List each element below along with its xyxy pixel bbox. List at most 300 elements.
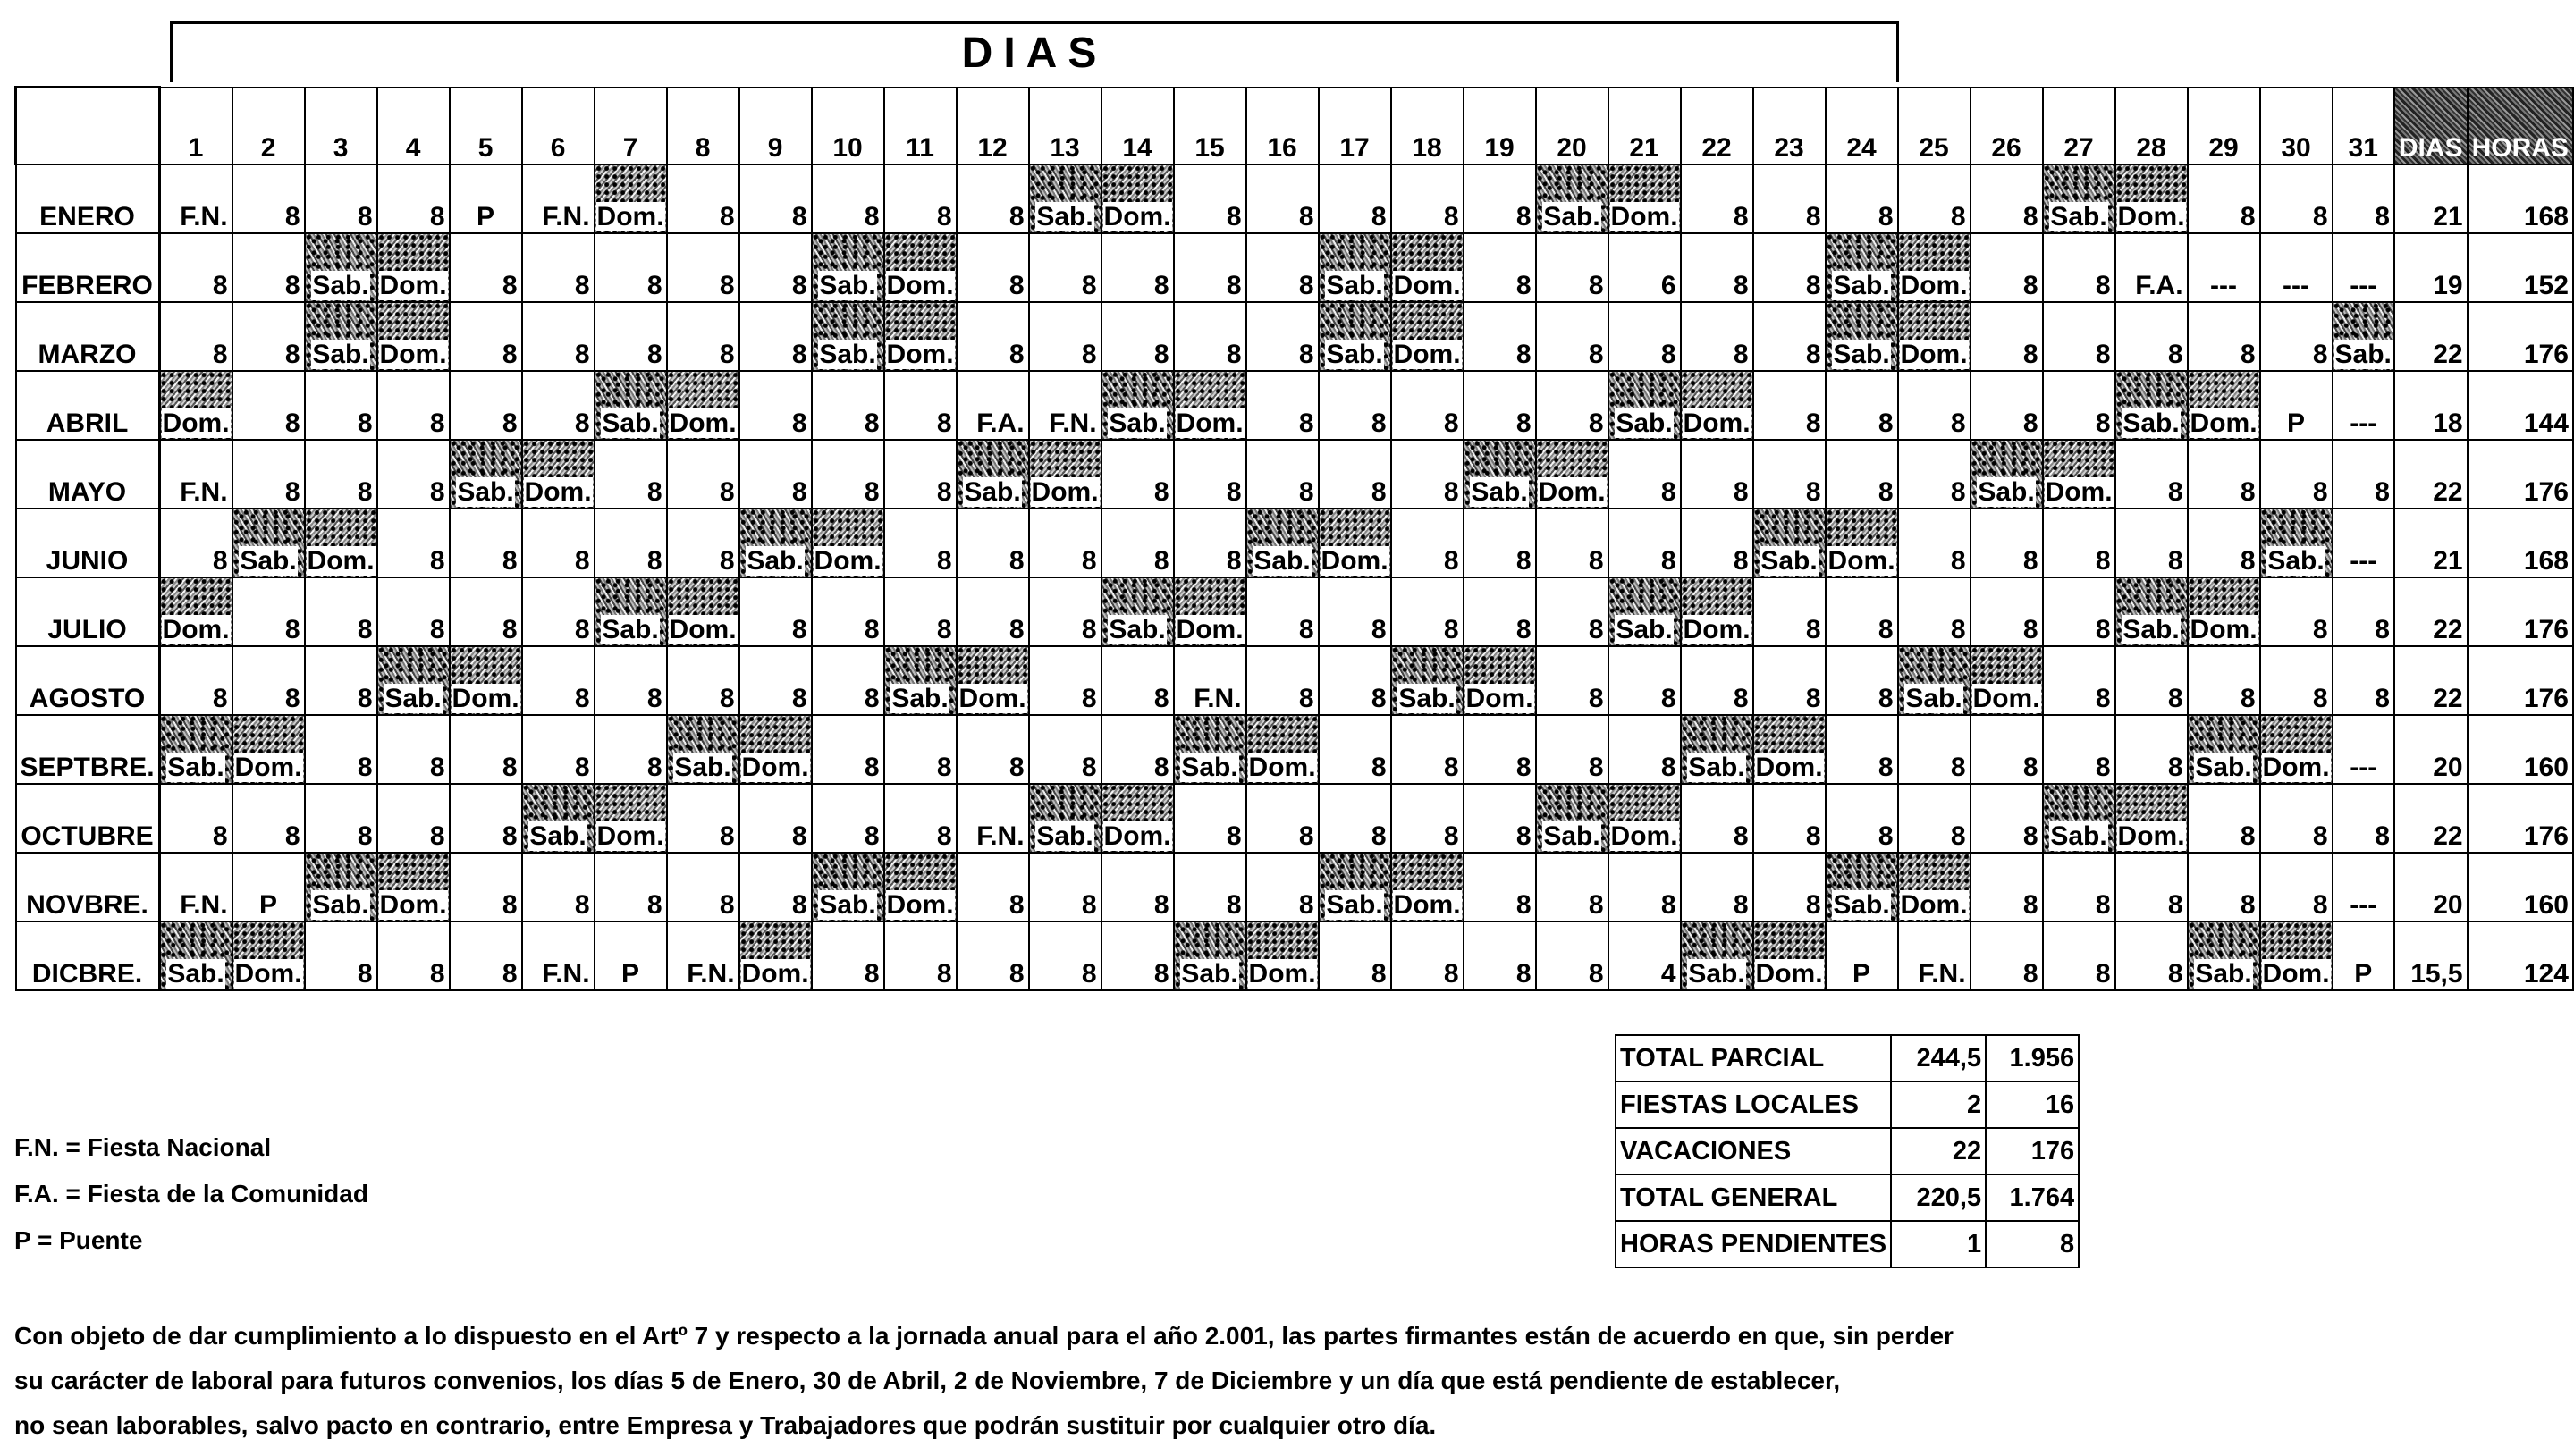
weekend-label: Sab. bbox=[1833, 339, 1890, 369]
saturday-cell bbox=[1826, 233, 1898, 302]
weekend-label: Dom. bbox=[379, 270, 447, 300]
sunday-cell bbox=[595, 784, 667, 853]
day-cell: 8 bbox=[1681, 302, 1753, 371]
weekend-label: Dom. bbox=[379, 339, 447, 369]
day-cell: 8 bbox=[739, 577, 812, 646]
saturday-cell bbox=[305, 853, 377, 922]
summary-horas: 176 bbox=[1986, 1128, 2079, 1174]
weekend-label: Sab. bbox=[1616, 614, 1673, 644]
sunday-cell bbox=[377, 233, 450, 302]
day-cell: 8 bbox=[1971, 715, 2043, 784]
day-cell: 8 bbox=[1319, 715, 1391, 784]
day-cell: 8 bbox=[1174, 233, 1246, 302]
day-cell: 8 bbox=[2260, 853, 2333, 922]
weekend-label: Dom. bbox=[1755, 752, 1823, 782]
day-cell: 8 bbox=[2115, 302, 2188, 371]
day-cell: 8 bbox=[739, 233, 812, 302]
day-cell: F.N. bbox=[667, 922, 739, 990]
day-cell: 8 bbox=[1464, 164, 1536, 233]
day-cell: 8 bbox=[1536, 577, 1608, 646]
weekend-label: Dom. bbox=[1900, 270, 1968, 300]
day-cell: 8 bbox=[1898, 715, 1971, 784]
day-cell: 8 bbox=[1101, 509, 1174, 577]
weekend-label: Dom. bbox=[452, 683, 519, 713]
day-cell: 8 bbox=[1681, 853, 1753, 922]
sunday-cell bbox=[1608, 784, 1681, 853]
weekend-label: Sab. bbox=[1760, 545, 1818, 576]
day-cell: 8 bbox=[1536, 853, 1608, 922]
weekend-label: Sab. bbox=[1109, 408, 1166, 438]
weekend-label: Sab. bbox=[1688, 958, 1745, 989]
day-cell: 8 bbox=[1681, 784, 1753, 853]
day-cell: 8 bbox=[305, 440, 377, 509]
day-cell: 8 bbox=[305, 715, 377, 784]
day-cell: 8 bbox=[159, 784, 232, 853]
day-cell: 8 bbox=[1536, 371, 1608, 440]
weekend-label: Sab. bbox=[1326, 889, 1383, 920]
day-header: 18 bbox=[1391, 88, 1464, 164]
day-cell: 8 bbox=[2043, 853, 2115, 922]
weekend-label: Sab. bbox=[2195, 752, 2252, 782]
day-cell: F.A. bbox=[957, 371, 1029, 440]
month-horas-total: 160 bbox=[2468, 853, 2573, 922]
day-header: 6 bbox=[522, 88, 595, 164]
sunday-cell bbox=[377, 302, 450, 371]
day-cell: 8 bbox=[1971, 302, 2043, 371]
day-cell: 8 bbox=[1391, 509, 1464, 577]
day-cell: 8 bbox=[522, 302, 595, 371]
weekend-label: Sab. bbox=[1036, 821, 1093, 851]
day-cell: 8 bbox=[2333, 440, 2394, 509]
day-cell: 8 bbox=[450, 922, 522, 990]
day-cell: 8 bbox=[1101, 646, 1174, 715]
summary-label: TOTAL PARCIAL bbox=[1616, 1035, 1891, 1081]
sunday-cell bbox=[884, 233, 957, 302]
day-cell: 8 bbox=[1753, 646, 1826, 715]
day-cell: 8 bbox=[159, 509, 232, 577]
month-name: JULIO bbox=[16, 577, 160, 646]
saturday-cell bbox=[1174, 922, 1246, 990]
day-cell: 8 bbox=[812, 922, 884, 990]
weekend-label: Sab. bbox=[2267, 545, 2325, 576]
sunday-cell bbox=[1391, 853, 1464, 922]
saturday-cell bbox=[1971, 440, 2043, 509]
day-cell: 8 bbox=[1608, 853, 1681, 922]
month-dias-total: 22 bbox=[2394, 577, 2468, 646]
day-cell: 8 bbox=[1681, 233, 1753, 302]
day-cell: F.N. bbox=[159, 164, 232, 233]
day-cell: 8 bbox=[1319, 922, 1391, 990]
sunday-cell bbox=[2260, 715, 2333, 784]
day-cell: 8 bbox=[159, 302, 232, 371]
legend-fn: F.N. = Fiesta Nacional bbox=[14, 1133, 272, 1161]
day-header: 20 bbox=[1536, 88, 1608, 164]
day-cell: 8 bbox=[1681, 164, 1753, 233]
sunday-cell bbox=[2115, 164, 2188, 233]
day-header: 10 bbox=[812, 88, 884, 164]
day-cell: 8 bbox=[1536, 509, 1608, 577]
day-cell: P bbox=[2260, 371, 2333, 440]
saturday-cell bbox=[884, 646, 957, 715]
saturday-cell bbox=[595, 371, 667, 440]
day-cell: --- bbox=[2333, 233, 2394, 302]
weekend-label: Dom. bbox=[2262, 958, 2330, 989]
day-cell: 8 bbox=[1101, 922, 1174, 990]
month-dias-total: 22 bbox=[2394, 784, 2468, 853]
month-name: SEPTBRE. bbox=[16, 715, 160, 784]
sunday-cell bbox=[1464, 646, 1536, 715]
day-cell: 8 bbox=[1536, 646, 1608, 715]
day-cell: 8 bbox=[667, 853, 739, 922]
day-header: 30 bbox=[2260, 88, 2333, 164]
day-cell: 8 bbox=[1826, 164, 1898, 233]
sunday-cell bbox=[1681, 577, 1753, 646]
weekend-label: Sab. bbox=[819, 270, 876, 300]
day-cell: 8 bbox=[450, 509, 522, 577]
sunday-cell bbox=[1101, 784, 1174, 853]
day-cell: 8 bbox=[450, 233, 522, 302]
day-cell: 8 bbox=[1391, 164, 1464, 233]
day-cell: 8 bbox=[812, 164, 884, 233]
sunday-cell bbox=[1898, 233, 1971, 302]
month-row bbox=[16, 646, 2573, 715]
day-cell: 8 bbox=[232, 646, 305, 715]
day-cell: 8 bbox=[450, 577, 522, 646]
day-cell: 8 bbox=[2188, 784, 2260, 853]
sunday-cell bbox=[305, 509, 377, 577]
month-dias-total: 15,5 bbox=[2394, 922, 2468, 990]
day-cell: 8 bbox=[1971, 853, 2043, 922]
day-header: 29 bbox=[2188, 88, 2260, 164]
day-cell: 8 bbox=[377, 509, 450, 577]
day-cell: 8 bbox=[595, 302, 667, 371]
month-horas-total: 176 bbox=[2468, 784, 2573, 853]
day-cell: 8 bbox=[957, 577, 1029, 646]
day-cell: P bbox=[450, 164, 522, 233]
day-cell: 8 bbox=[522, 509, 595, 577]
sunday-cell bbox=[1681, 371, 1753, 440]
day-cell: 8 bbox=[1971, 509, 2043, 577]
summary-row bbox=[1616, 1081, 2079, 1128]
day-cell: 8 bbox=[1753, 302, 1826, 371]
day-cell: 8 bbox=[1101, 440, 1174, 509]
day-header: 16 bbox=[1246, 88, 1319, 164]
day-cell: 8 bbox=[1464, 922, 1536, 990]
day-cell: 8 bbox=[595, 440, 667, 509]
day-cell: 8 bbox=[884, 509, 957, 577]
day-header: 23 bbox=[1753, 88, 1826, 164]
month-dias-total: 21 bbox=[2394, 164, 2468, 233]
day-cell: F.N. bbox=[1029, 371, 1101, 440]
day-cell: 8 bbox=[2043, 233, 2115, 302]
month-name: MARZO bbox=[16, 302, 160, 371]
saturday-cell bbox=[1681, 922, 1753, 990]
day-header: 17 bbox=[1319, 88, 1391, 164]
saturday-cell bbox=[2333, 302, 2394, 371]
sunday-cell bbox=[522, 440, 595, 509]
day-cell: 8 bbox=[232, 784, 305, 853]
weekend-label: Sab. bbox=[2122, 408, 2180, 438]
weekend-label: Dom. bbox=[741, 958, 809, 989]
saturday-cell bbox=[1246, 509, 1319, 577]
day-header: 27 bbox=[2043, 88, 2115, 164]
day-cell: --- bbox=[2188, 233, 2260, 302]
day-cell: 8 bbox=[1608, 646, 1681, 715]
day-cell: 8 bbox=[2115, 646, 2188, 715]
sunday-cell bbox=[2115, 784, 2188, 853]
weekend-label: Sab. bbox=[1543, 201, 1600, 231]
day-cell: 8 bbox=[232, 233, 305, 302]
day-cell: 8 bbox=[450, 371, 522, 440]
weekend-label: Sab. bbox=[457, 476, 514, 507]
legend bbox=[14, 1124, 368, 1264]
day-cell: 8 bbox=[884, 922, 957, 990]
day-cell: 8 bbox=[595, 233, 667, 302]
weekend-label: Dom. bbox=[814, 545, 882, 576]
day-cell: 8 bbox=[1536, 922, 1608, 990]
weekend-label: Dom. bbox=[379, 889, 447, 920]
weekend-label: Dom. bbox=[234, 958, 302, 989]
day-header: 3 bbox=[305, 88, 377, 164]
day-cell: 8 bbox=[2115, 922, 2188, 990]
day-cell: 8 bbox=[1608, 302, 1681, 371]
saturday-cell bbox=[1753, 509, 1826, 577]
day-header: 14 bbox=[1101, 88, 1174, 164]
day-cell: 8 bbox=[1826, 784, 1898, 853]
day-cell: 8 bbox=[377, 715, 450, 784]
month-horas-total: 176 bbox=[2468, 646, 2573, 715]
weekend-label: Sab. bbox=[1109, 614, 1166, 644]
day-cell: 8 bbox=[377, 440, 450, 509]
day-cell: 8 bbox=[2043, 371, 2115, 440]
weekend-label: Dom. bbox=[1683, 614, 1751, 644]
day-cell: 8 bbox=[884, 440, 957, 509]
day-cell: 8 bbox=[232, 302, 305, 371]
weekend-label: Sab. bbox=[312, 270, 369, 300]
day-cell: F.N. bbox=[159, 853, 232, 922]
sunday-cell bbox=[159, 577, 232, 646]
day-cell: 8 bbox=[1826, 577, 1898, 646]
weekend-label: Sab. bbox=[602, 408, 659, 438]
sunday-cell bbox=[2260, 922, 2333, 990]
month-name: DICBRE. bbox=[16, 922, 160, 990]
weekend-label: Dom. bbox=[162, 408, 230, 438]
month-dias-total: 20 bbox=[2394, 853, 2468, 922]
day-cell: 8 bbox=[884, 371, 957, 440]
day-cell: 8 bbox=[1029, 302, 1101, 371]
day-cell: 8 bbox=[1898, 164, 1971, 233]
weekend-label: Dom. bbox=[1972, 683, 2040, 713]
saturday-cell bbox=[667, 715, 739, 784]
day-header: 9 bbox=[739, 88, 812, 164]
sunday-cell bbox=[1971, 646, 2043, 715]
weekend-label: Dom. bbox=[886, 270, 954, 300]
day-header: 28 bbox=[2115, 88, 2188, 164]
saturday-cell bbox=[1029, 784, 1101, 853]
day-cell: 8 bbox=[667, 440, 739, 509]
horas-header: HORAS bbox=[2468, 88, 2573, 164]
day-cell: 8 bbox=[1753, 164, 1826, 233]
day-cell: 8 bbox=[1753, 233, 1826, 302]
weekend-label: Sab. bbox=[2195, 958, 2252, 989]
month-row bbox=[16, 302, 2573, 371]
day-cell: 8 bbox=[2188, 509, 2260, 577]
day-cell: 8 bbox=[1246, 440, 1319, 509]
day-cell: 8 bbox=[2260, 440, 2333, 509]
month-horas-total: 124 bbox=[2468, 922, 2573, 990]
weekend-label: Dom. bbox=[1610, 201, 1678, 231]
day-cell: 8 bbox=[1101, 853, 1174, 922]
weekend-label: Dom. bbox=[2117, 201, 2185, 231]
day-cell: 8 bbox=[957, 509, 1029, 577]
day-cell: 8 bbox=[305, 784, 377, 853]
day-cell: 8 bbox=[1029, 646, 1101, 715]
weekend-label: Dom. bbox=[234, 752, 302, 782]
day-cell: 8 bbox=[1971, 371, 2043, 440]
day-cell: 8 bbox=[1391, 784, 1464, 853]
day-cell: 8 bbox=[1319, 784, 1391, 853]
day-cell: 8 bbox=[1029, 233, 1101, 302]
day-cell: 8 bbox=[159, 646, 232, 715]
sunday-cell bbox=[1898, 853, 1971, 922]
day-cell: 8 bbox=[1681, 646, 1753, 715]
day-cell: 8 bbox=[1608, 440, 1681, 509]
weekend-label: Dom. bbox=[1103, 821, 1171, 851]
weekend-label: Dom. bbox=[162, 614, 230, 644]
weekend-label: Sab. bbox=[819, 889, 876, 920]
day-cell: 8 bbox=[1174, 302, 1246, 371]
day-cell: 8 bbox=[957, 164, 1029, 233]
weekend-label: Dom. bbox=[2045, 476, 2113, 507]
sunday-cell bbox=[159, 371, 232, 440]
day-cell: 8 bbox=[1826, 371, 1898, 440]
sunday-cell bbox=[739, 715, 812, 784]
day-cell: 8 bbox=[1464, 577, 1536, 646]
day-cell: F.A. bbox=[2115, 233, 2188, 302]
saturday-cell bbox=[2115, 371, 2188, 440]
saturday-cell bbox=[1101, 577, 1174, 646]
weekend-label: Dom. bbox=[741, 752, 809, 782]
note-line: no sean laborables, salvo pacto en contrario, entre Empresa y Trabajadores que podrán sustituir por cualquier otro día. bbox=[14, 1411, 1437, 1439]
month-row bbox=[16, 577, 2573, 646]
day-cell: 8 bbox=[739, 371, 812, 440]
day-cell: 8 bbox=[812, 715, 884, 784]
sunday-cell bbox=[667, 371, 739, 440]
saturday-cell bbox=[1101, 371, 1174, 440]
day-cell: 8 bbox=[1753, 853, 1826, 922]
month-name: AGOSTO bbox=[16, 646, 160, 715]
day-cell: 8 bbox=[232, 164, 305, 233]
saturday-cell bbox=[1898, 646, 1971, 715]
weekend-label: Dom. bbox=[1827, 545, 1895, 576]
saturday-cell bbox=[159, 715, 232, 784]
month-horas-total: 176 bbox=[2468, 302, 2573, 371]
day-cell: 8 bbox=[377, 784, 450, 853]
sunday-cell bbox=[595, 164, 667, 233]
day-cell: 8 bbox=[522, 853, 595, 922]
day-cell: 8 bbox=[450, 302, 522, 371]
saturday-cell bbox=[812, 302, 884, 371]
month-name: ENERO bbox=[16, 164, 160, 233]
day-cell: --- bbox=[2333, 853, 2394, 922]
day-cell: 8 bbox=[2333, 646, 2394, 715]
summary-table bbox=[1615, 1034, 2080, 1268]
day-cell: 8 bbox=[2188, 440, 2260, 509]
month-row bbox=[16, 715, 2573, 784]
day-cell: 8 bbox=[377, 577, 450, 646]
month-row bbox=[16, 440, 2573, 509]
sunday-cell bbox=[1753, 922, 1826, 990]
day-cell: 8 bbox=[957, 302, 1029, 371]
summary-dias: 220,5 bbox=[1891, 1174, 1986, 1221]
day-cell: 8 bbox=[1246, 853, 1319, 922]
sunday-cell bbox=[1608, 164, 1681, 233]
day-cell: 8 bbox=[1246, 302, 1319, 371]
weekend-label: Sab. bbox=[1181, 958, 1238, 989]
note-line: su carácter de laboral para futuros convenios, los días 5 de Enero, 30 de Abril, 2 de Noviembre, 7 de Diciembre y un día que está pendiente de establecer, bbox=[14, 1367, 1841, 1394]
day-cell: 8 bbox=[739, 784, 812, 853]
day-cell: 8 bbox=[1029, 853, 1101, 922]
saturday-cell bbox=[812, 853, 884, 922]
weekend-label: Dom. bbox=[1393, 270, 1461, 300]
day-cell: 8 bbox=[2260, 164, 2333, 233]
day-cell: 8 bbox=[1174, 509, 1246, 577]
weekend-label: Sab. bbox=[602, 614, 659, 644]
sunday-cell bbox=[1174, 371, 1246, 440]
day-cell: 8 bbox=[1898, 440, 1971, 509]
month-dias-total: 19 bbox=[2394, 233, 2468, 302]
saturday-cell bbox=[2188, 922, 2260, 990]
legend-fa: F.A. = Fiesta de la Comunidad bbox=[14, 1180, 368, 1208]
day-cell: 8 bbox=[305, 164, 377, 233]
sunday-cell bbox=[1536, 440, 1608, 509]
weekend-label: Sab. bbox=[1688, 752, 1745, 782]
day-cell: 8 bbox=[450, 784, 522, 853]
weekend-label: Sab. bbox=[819, 339, 876, 369]
summary-horas: 1.956 bbox=[1986, 1035, 2079, 1081]
sunday-cell bbox=[739, 922, 812, 990]
summary-label: HORAS PENDIENTES bbox=[1616, 1221, 1891, 1267]
sunday-cell bbox=[1246, 922, 1319, 990]
month-dias-total: 22 bbox=[2394, 302, 2468, 371]
saturday-cell bbox=[2188, 715, 2260, 784]
day-cell: 8 bbox=[2043, 922, 2115, 990]
day-cell: 8 bbox=[1029, 509, 1101, 577]
month-horas-total: 176 bbox=[2468, 440, 2573, 509]
day-cell: 8 bbox=[2260, 784, 2333, 853]
day-cell: P bbox=[232, 853, 305, 922]
day-cell: 8 bbox=[450, 715, 522, 784]
day-cell: 8 bbox=[1464, 715, 1536, 784]
saturday-cell bbox=[1319, 853, 1391, 922]
day-cell: 8 bbox=[1971, 577, 2043, 646]
weekend-label: Sab. bbox=[167, 958, 224, 989]
month-dias-total: 21 bbox=[2394, 509, 2468, 577]
month-horas-total: 176 bbox=[2468, 577, 2573, 646]
summary-label: TOTAL GENERAL bbox=[1616, 1174, 1891, 1221]
month-horas-total: 168 bbox=[2468, 509, 2573, 577]
day-header: 15 bbox=[1174, 88, 1246, 164]
weekend-label: Sab. bbox=[167, 752, 224, 782]
dias-title: DIAS bbox=[961, 29, 1108, 77]
day-cell: 6 bbox=[1608, 233, 1681, 302]
sunday-cell bbox=[1391, 302, 1464, 371]
weekend-label: Sab. bbox=[1253, 545, 1311, 576]
weekend-label: Dom. bbox=[1900, 339, 1968, 369]
day-cell: 8 bbox=[667, 302, 739, 371]
day-header: 26 bbox=[1971, 88, 2043, 164]
day-cell: --- bbox=[2333, 371, 2394, 440]
